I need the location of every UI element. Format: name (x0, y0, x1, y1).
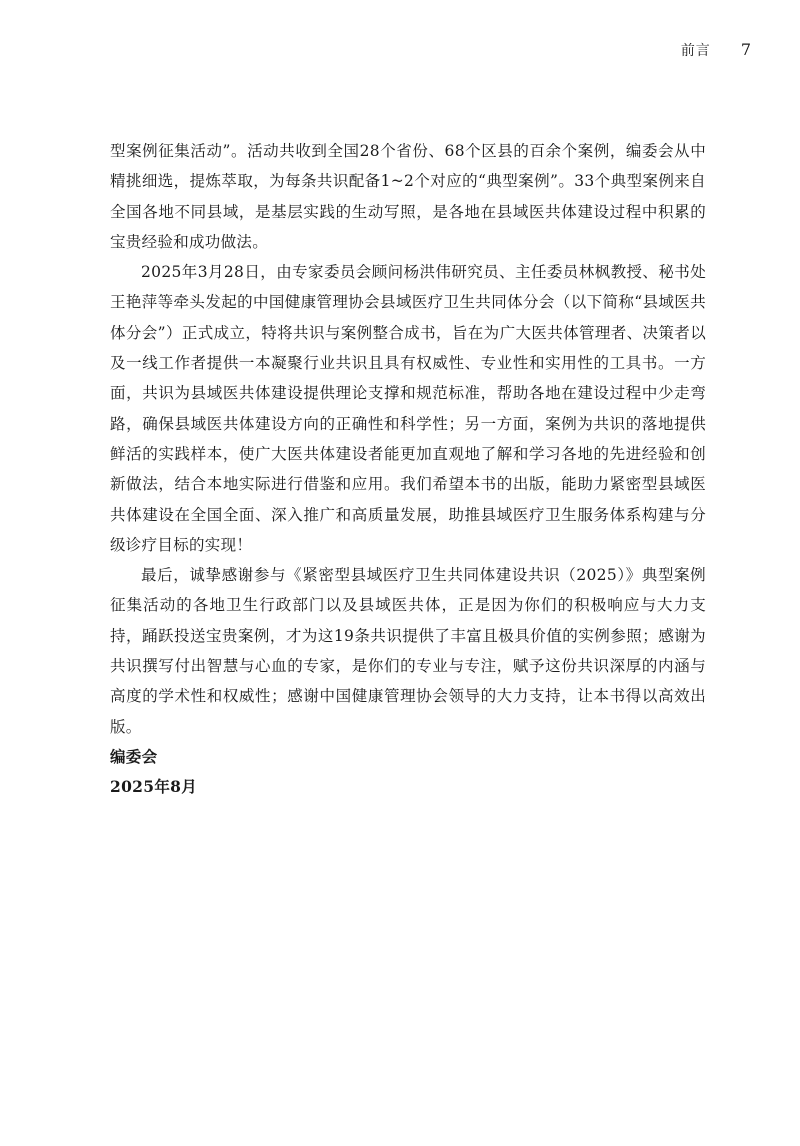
signature-date: 2025年8月 (110, 777, 198, 797)
body-text (110, 136, 706, 803)
signature-editorial-board: 编委会 (110, 746, 158, 766)
section-title: 前言 (680, 43, 711, 59)
running-header (681, 40, 752, 60)
paragraph-acknowledgements: 最后，诚挚感谢参与《紧密型县域医疗卫生共同体建设共识（2025）》典型案例征集活动的各地卫生行政部门以及县域医共体，正是因为你们的积极响应与大力支持，踊跃投送宝贵案例，才为这19条共识提供了丰富且极具价值的实例参照；感谢为共识撰写付出智慧与心血的专家，是你们的专业与专注，赋予这份共识深厚的内涵与高度的学术性和权威性；感谢中国健康管理协会领导的大力支持，让本书得以高效出版。 (110, 566, 706, 736)
paragraph-founding: 2025年3月28日，由专家委员会顾问杨洪伟研究员、主任委员林枫教授、秘书处王艳萍等牵头发起的中国健康管理协会县域医疗卫生共同体分会（以下简称“县域医共体分会”）正式成立，特将共识与案例整合成书，旨在为广大医共体管理者、决策者以及一线工作者提供一本凝聚行业共识且具有权威性、专业性和实用性的工具书。一方面，共识为县域医共体建设提供理论支撑和规范标准，帮助各地在建设过程中少走弯路，确保县域医共体建设方向的正确性和科学性；另一方面，案例为共识的落地提供鲜活的实践样本，使广大医共体建设者能更加直观地了解和学习各地的先进经验和创新做法，结合本地实际进行借鉴和应用。我们希望本书的出版，能助力紧密型县域医共体建设在全国全面、深入推广和高质量发展，助推县域医疗卫生服务体系构建与分级诊疗目标的实现！ (110, 263, 706, 554)
page-number: 7 (740, 40, 752, 59)
paragraph-continuation: 型案例征集活动”。活动共收到全国28个省份、68个区县的百余个案例，编委会从中精挑细选，提炼萃取，为每条共识配备1~2个对应的“典型案例”。33个典型案例来自全国各地不同县域，是基层实践的生动写照，是各地在县域医共体建设过程中积累的宝贵经验和成功做法。 (110, 142, 706, 251)
